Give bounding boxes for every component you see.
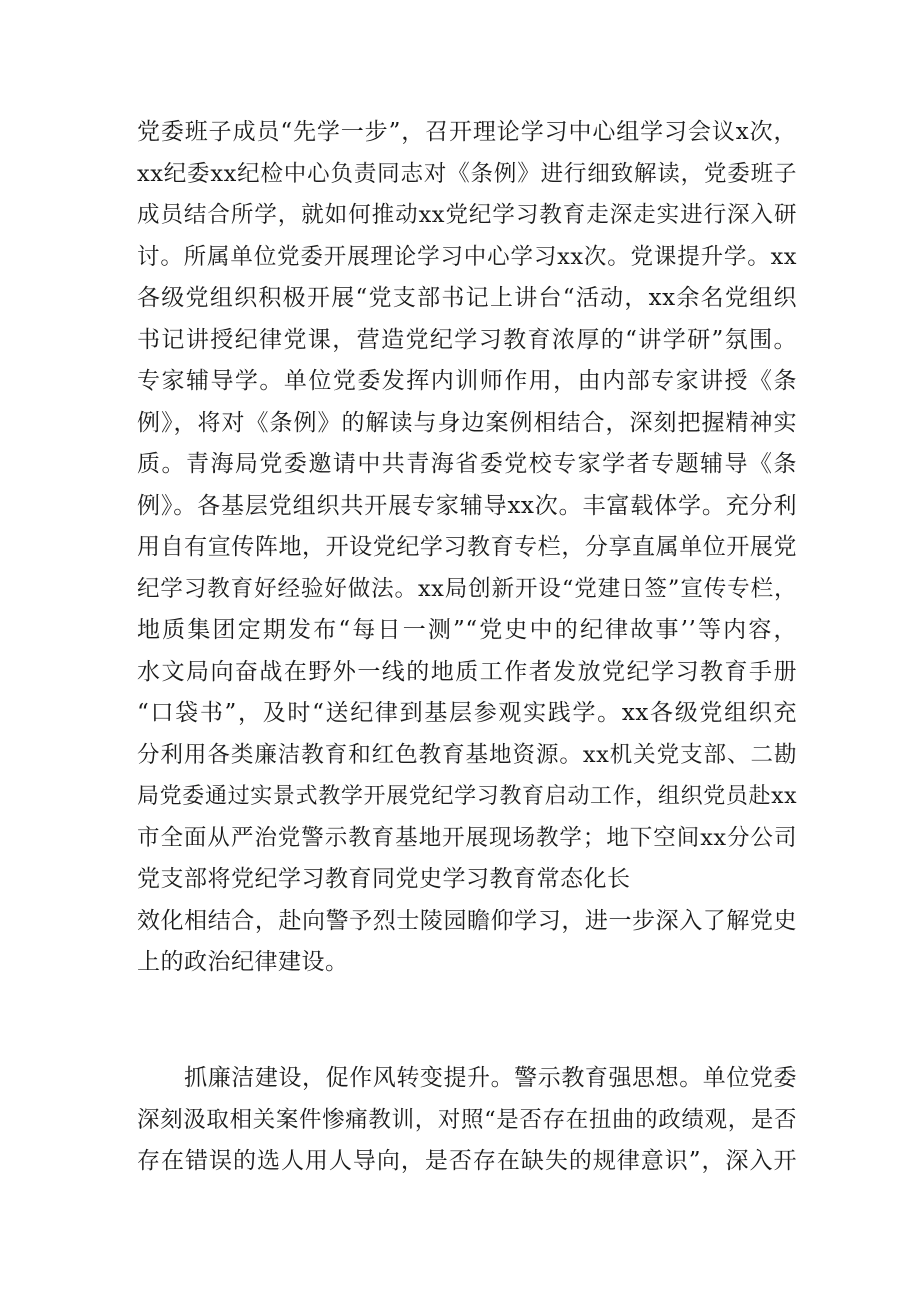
text-line: 质。青海局党委邀请中共青海省委党校专家学者专题辅导《条 xyxy=(137,451,797,477)
text-line: 抓廉洁建设，促作风转变提升。警示教育强思想。单位党委 xyxy=(137,1065,797,1091)
text-line: 成员结合所学，就如何推动xx党纪学习教育走深走实进行深入研 xyxy=(137,202,797,228)
text-line: 纪学习教育好经验好做法。xx局创新开设“党建日签”宣传专栏， xyxy=(137,575,797,602)
text-line: 例》，将对《条例》的解读与身边案例相结合，深刻把握精神实 xyxy=(137,409,797,436)
text-line: 局党委通过实景式教学开展党纪学习教育启动工作，组织党员赴xx xyxy=(137,784,797,809)
text-line: 分利用各类廉洁教育和红色教育基地资源。xx机关党支部、二勘 xyxy=(137,741,797,768)
text-line: 效化相结合，赴向警予烈士陵园瞻仰学习，进一步深入了解党史 xyxy=(137,907,797,934)
text-line: 党支部将党纪学习教育同党史学习教育常态化长 xyxy=(137,866,631,892)
text-line: 上的政治纪律建设。 xyxy=(137,949,349,975)
text-line: xx纪委xx纪检中心负责同志对《条例》进行细致解读，党委班子 xyxy=(137,160,797,187)
body-paragraph xyxy=(137,112,797,984)
text-line: 用自有宣传阵地，开设党纪学习教育专栏，分享直属单位开展党 xyxy=(137,534,797,560)
text-line: 书记讲授纪律党课，营造党纪学习教育浓厚的“讲学研”氛围。 xyxy=(137,326,797,353)
text-line: 市全面从严治党警示教育基地开展现场教学；地下空间xx分公司 xyxy=(137,824,797,851)
text-line: 各级党组织积极开展“党支部书记上讲台“活动，xx余名党组织 xyxy=(137,285,797,311)
body-paragraph xyxy=(137,1058,797,1183)
text-line: 党委班子成员“先学一步”，召开理论学习中心组学习会议x次， xyxy=(137,119,797,145)
text-line: 专家辅导学。单位党委发挥内训师作用，由内部专家讲授《条 xyxy=(137,368,797,394)
text-line: 存在错误的选人用人导向，是否存在缺失的规律意识”，深入开 xyxy=(137,1148,797,1174)
text-line: 例》。各基层党组织共开展专家辅导xx次。丰富载体学。充分利 xyxy=(137,492,797,519)
text-line: 地质集团定期发布“每日一测”“党史中的纪律故事’’等内容， xyxy=(137,617,797,643)
text-line: 讨。所属单位党委开展理论学习中心学习xx次。党课提升学。xx xyxy=(137,243,797,270)
text-line: “口袋书”，及时“送纪律到基层参观实践学。xx各级党组织充 xyxy=(137,700,797,726)
text-line: 水文局向奋战在野外一线的地质工作者发放党纪学习教育手册 xyxy=(137,658,797,685)
text-line: 深刻汲取相关案件惨痛教训，对照“是否存在扭曲的政绩观，是否 xyxy=(137,1106,797,1133)
